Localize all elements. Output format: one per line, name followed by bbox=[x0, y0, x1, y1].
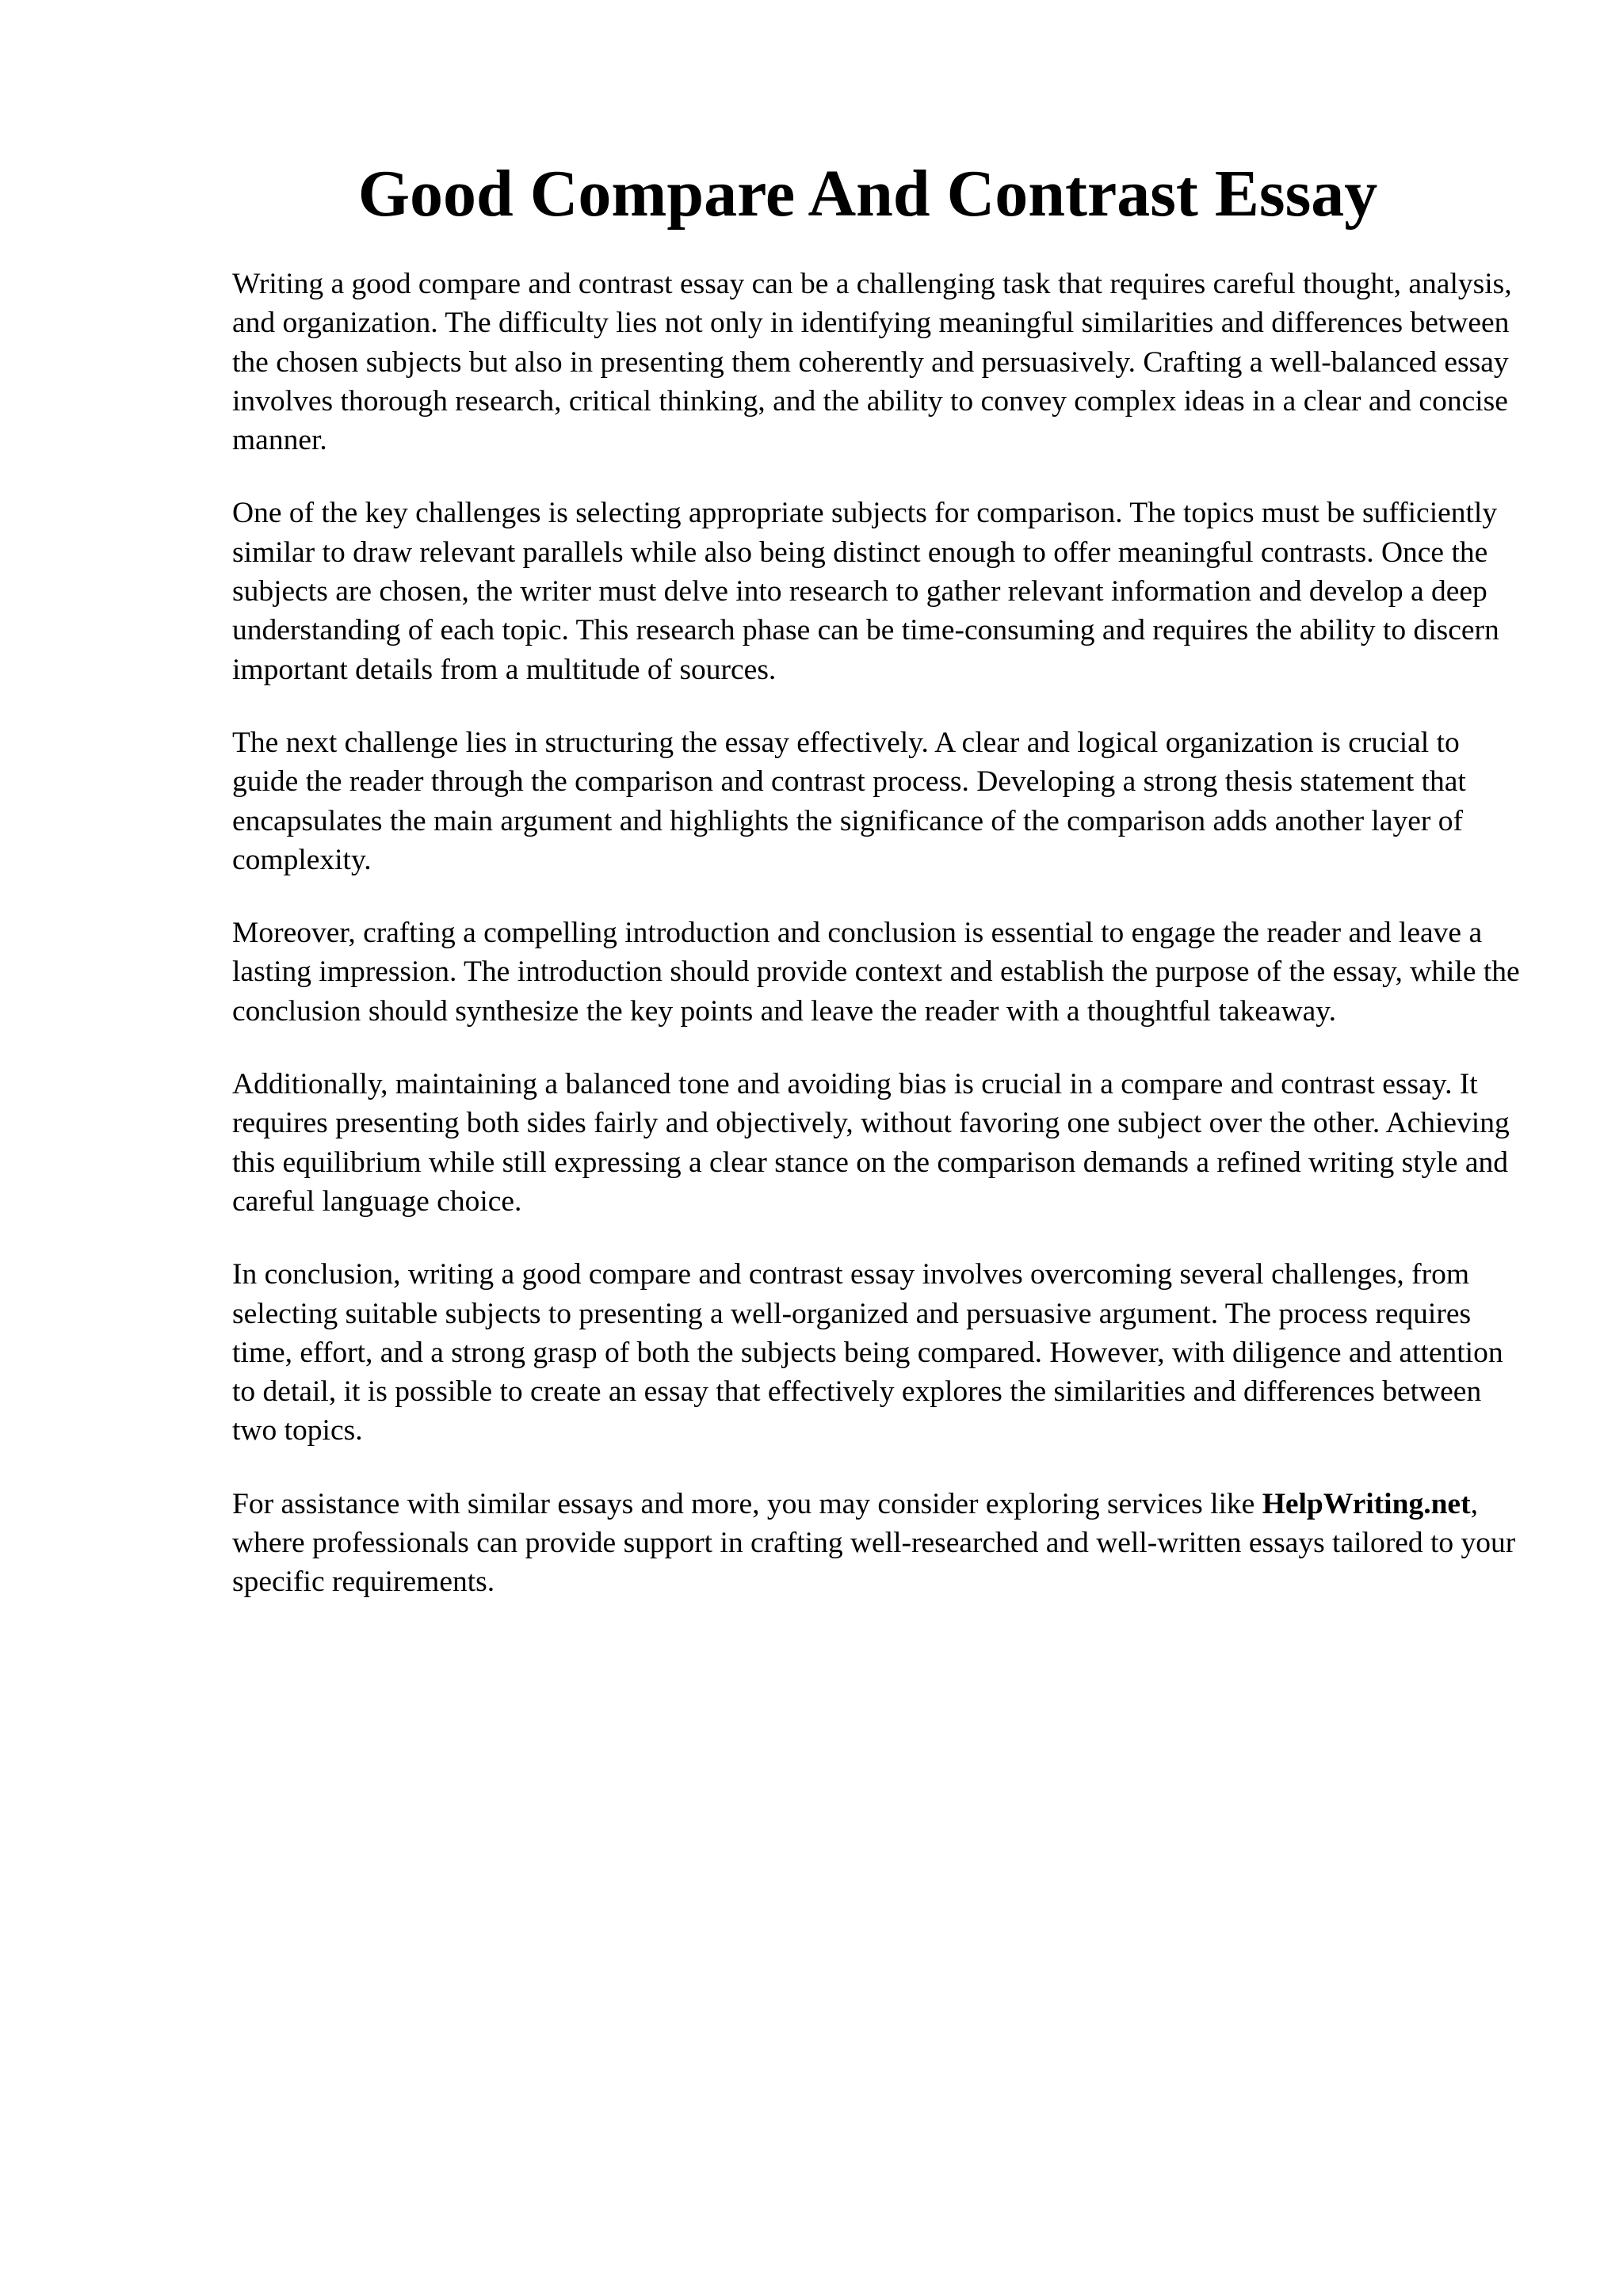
essay-body bbox=[232, 265, 1530, 1636]
page-title: Good Compare And Contrast Essay bbox=[357, 157, 1378, 231]
closing-text-after: , where professionals can provide support in crafting well-researched and well-written essays tailored to your specific requirements. bbox=[232, 1487, 1516, 1599]
paragraph-2: One of the key challenges is selecting appropriate subjects for comparison. The topics must be sufficiently similar to draw relevant parallels while also being distinct enough to offer meaningful contrasts. Once the subjects are chosen, the writer must delve into research to gather relevant information and develop a deep understanding of each topic. This research phase can be time-consuming and requires the ability to discern important details from a multitude of sources. bbox=[232, 497, 1499, 686]
closing-text-before: For assistance with similar essays and more, you may consider exploring services like bbox=[232, 1487, 1262, 1520]
paragraph-4: Moreover, crafting a compelling introduction and conclusion is essential to engage the reader and leave a lasting impression. The introduction should provide context and establish the purpose of the essay, while the conclusion should synthesize the key points and leave the reader with a thoughtful takeaway. bbox=[232, 917, 1520, 1028]
closing-paragraph bbox=[232, 1485, 1530, 1602]
paragraph-1: Writing a good compare and contrast essay can be a challenging task that requires careful thought, analysis, and organization. The difficulty lies not only in identifying meaningful similarities and differences between the chosen subjects but also in presenting them coherently and persuasively. Crafting a well-balanced essay involves thorough research, critical thinking, and the ability to convey complex ideas in a clear and concise manner. bbox=[232, 268, 1512, 457]
paragraph-6: In conclusion, writing a good compare and contrast essay involves overcoming several challenges, from selecting suitable subjects to presenting a well-organized and persuasive argument. The process requires time, effort, and a strong grasp of both the subjects being compared. However, with diligence and attention to detail, it is possible to create an essay that effectively explores the similarities and differences between two topics. bbox=[232, 1258, 1503, 1447]
brand-name: HelpWriting.net bbox=[1262, 1487, 1471, 1520]
paragraph-5: Additionally, maintaining a balanced tone and avoiding bias is crucial in a compare and contrast essay. It requires presenting both sides fairly and objectively, without favoring one subject over the other. Achieving this equilibrium while still expressing a clear stance on the comparison demands a refined writing style and careful language choice. bbox=[232, 1068, 1510, 1218]
paragraph-3: The next challenge lies in structuring the essay effectively. A clear and logical organization is crucial to guide the reader through the comparison and contrast process. Developing a strong thesis statement that encapsulates the main argument and highlights the significance of the comparison adds another layer of complexity. bbox=[232, 726, 1466, 876]
